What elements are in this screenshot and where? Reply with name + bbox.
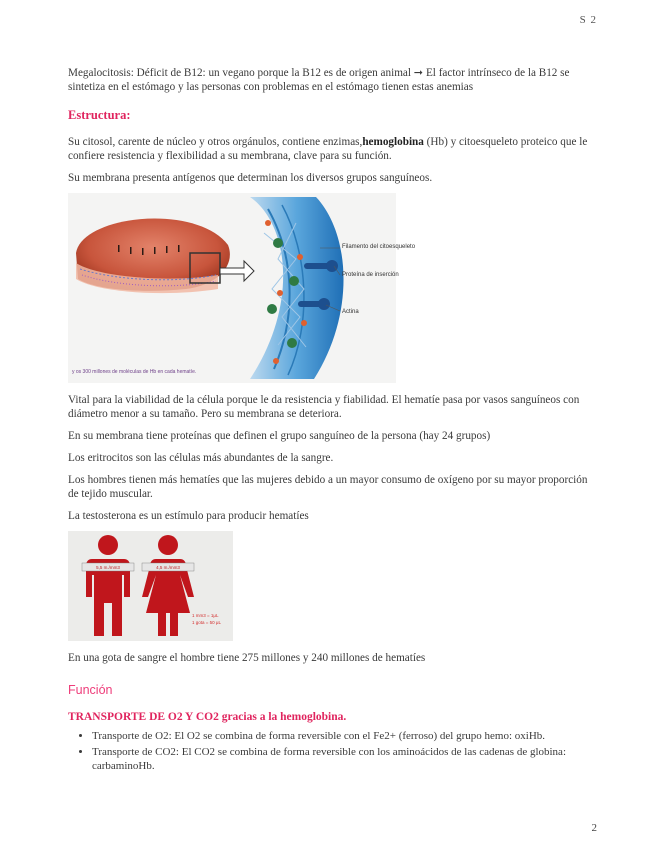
label-filament: Filamento del citoesqueleto xyxy=(342,244,416,250)
male-sign xyxy=(82,563,134,571)
cytosol-paragraph xyxy=(68,135,598,163)
figure-caption: y os 300 millones de moléculas de Hb en cada hematíe. xyxy=(72,369,197,375)
male-figure-icon xyxy=(86,535,130,636)
document-body xyxy=(68,66,598,775)
male-female-hematie-figure xyxy=(68,531,233,641)
rbc-illustration xyxy=(68,193,416,383)
cytosol-text-a: Su citosol, carente de núcleo y otros orgánulos, contiene enzimas, xyxy=(68,136,363,148)
membrane-detail xyxy=(250,197,344,379)
svg-text:4,5 m./mm3: 4,5 m./mm3 xyxy=(156,565,180,570)
hemoglobina-bold: hemoglobina xyxy=(362,136,424,148)
female-figure-icon xyxy=(142,535,194,636)
rbc-cell-shape xyxy=(76,219,230,294)
intro-paragraph: Megalocitosis: Déficit de B12: un vegano porque la B12 es de origen animal ➞ El factor intrínseco de la B12 se sintetiza en el estómago y las personas con problemas en el estómago tienen estas anemias xyxy=(68,67,570,93)
testosterone-paragraph: La testosterona es un estímulo para producir hematíes xyxy=(68,510,309,522)
ratio-line-1: 1 mm3 = 1μL xyxy=(192,613,219,618)
men-women-paragraph: Los hombres tienen más hematíes que las mujeres debido a un mayor consumo de oxígeno por su mayor proporción de tejido muscular. xyxy=(68,474,588,500)
membrane-antigens-paragraph: Su membrana presenta antígenos que determinan los diversos grupos sanguíneos. xyxy=(68,172,433,184)
people-illustration xyxy=(68,531,233,641)
red-blood-cell-membrane-figure xyxy=(68,193,416,383)
viability-paragraph: Vital para la viabilidad de la célula porque le da resistencia y fiabilidad. El hematíe pasa por vasos sanguíneos con diámetro menor a su tamaño. Pero su membrana se deteriora. xyxy=(68,394,580,420)
transport-bullet-list xyxy=(68,729,598,773)
drop-of-blood-paragraph: En una gota de sangre el hombre tiene 275 millones y 240 millones de hematíes xyxy=(68,652,426,664)
transporte-subheading: TRANSPORTE DE O2 Y CO2 gracias a la hemoglobina. xyxy=(68,711,347,723)
estructura-heading: Estructura: xyxy=(68,108,131,122)
label-protein: Proteína de inserción xyxy=(342,272,399,278)
list-item: • Transporte de O2: El O2 se combina de forma reversible con el Fe2+ (ferroso) del grupo hemo: oxiHb. xyxy=(92,729,598,743)
page-number: 2 xyxy=(591,822,597,834)
svg-text:5,5 m./mm3: 5,5 m./mm3 xyxy=(96,565,120,570)
list-item: • Transporte de CO2: El CO2 se combina de forma reversible con los aminoácidos de las cadenas de globina: carbaminoHb. xyxy=(92,745,598,773)
cytosol-text-b: (Hb) y citoesqueleto proteico que le confiere resistencia y flexibilidad a su membrana, clave para su función. xyxy=(68,136,588,162)
erythrocytes-paragraph: Los eritrocitos son las células más abundantes de la sangre. xyxy=(68,452,334,464)
funcion-heading: Función xyxy=(68,683,113,697)
blood-groups-paragraph: En su membrana tiene proteínas que definen el grupo sanguíneo de la persona (hay 24 grupos) xyxy=(68,430,491,442)
female-sign xyxy=(142,563,194,571)
label-actin: Actina xyxy=(342,309,359,315)
page-header-tag: S 2 xyxy=(579,14,597,26)
ratio-line-2: 1 gota = 50 μL xyxy=(192,620,221,625)
